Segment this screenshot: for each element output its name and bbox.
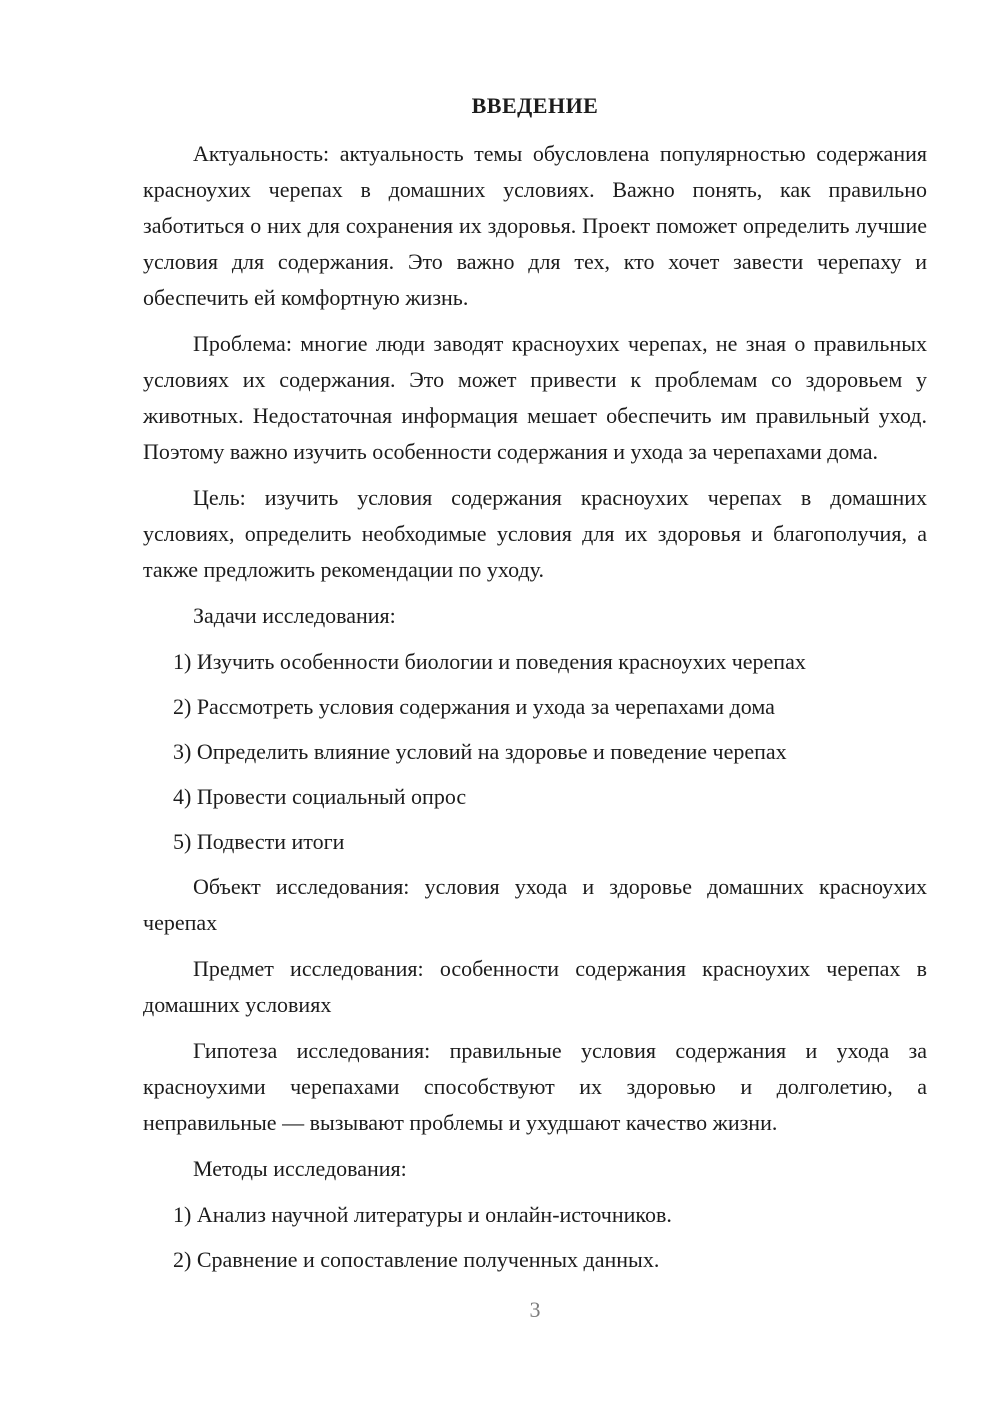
page-number: 3 bbox=[529, 1297, 541, 1322]
paragraph-problema: Проблема: многие люди заводят красноухих черепах, не зная о правильных условиях их содержания. Это может привести к проблемам со здоровьем у животных. Недостаточная информация мешает обеспечить им правильный уход. Поэтому важно изучить особенности содержания и ухода за черепахами дома. bbox=[143, 331, 927, 464]
task-item-4: 4) Провести социальный опрос bbox=[173, 784, 467, 809]
task-item-5: 5) Подвести итоги bbox=[173, 829, 345, 854]
paragraph-predmet: Предмет исследования: особенности содержания красноухих черепах в домашних условиях bbox=[143, 956, 927, 1017]
paragraph-tsel: Цель: изучить условия содержания красноухих черепах в домашних условиях, определить необходимые условия для их здоровья и благополучия, а также предложить рекомендации по уходу. bbox=[143, 485, 927, 582]
method-item-2: 2) Сравнение и сопоставление полученных данных. bbox=[173, 1247, 660, 1272]
page-title: ВВЕДЕНИЕ bbox=[471, 93, 599, 118]
paragraph-obekt: Объект исследования: условия ухода и здоровье домашних красноухих черепах bbox=[143, 874, 927, 935]
task-item-3: 3) Определить влияние условий на здоровье и поведение черепах bbox=[173, 739, 787, 764]
paragraph-aktualnost: Актуальность: актуальность темы обусловлена популярностью содержания красноухих черепах в домашних условиях. Важно понять, как правильно заботиться о них для сохранения их здоровья. Проект поможет определить лучшие условия для содержания. Это важно для тех, кто хочет завести черепаху и обеспечить ей комфортную жизнь. bbox=[143, 141, 927, 310]
method-item-1: 1) Анализ научной литературы и онлайн-источников. bbox=[173, 1202, 672, 1227]
tasks-heading: Задачи исследования: bbox=[193, 603, 396, 628]
task-item-2: 2) Рассмотреть условия содержания и ухода за черепахами дома bbox=[173, 694, 775, 719]
task-item-1: 1) Изучить особенности биологии и поведения красноухих черепах bbox=[173, 649, 806, 674]
methods-heading: Методы исследования: bbox=[193, 1156, 407, 1181]
paragraph-gipoteza: Гипотеза исследования: правильные условия содержания и ухода за красноухими черепахами способствуют их здоровью и долголетию, а неправильные — вызывают проблемы и ухудшают качество жизни. bbox=[143, 1038, 927, 1135]
